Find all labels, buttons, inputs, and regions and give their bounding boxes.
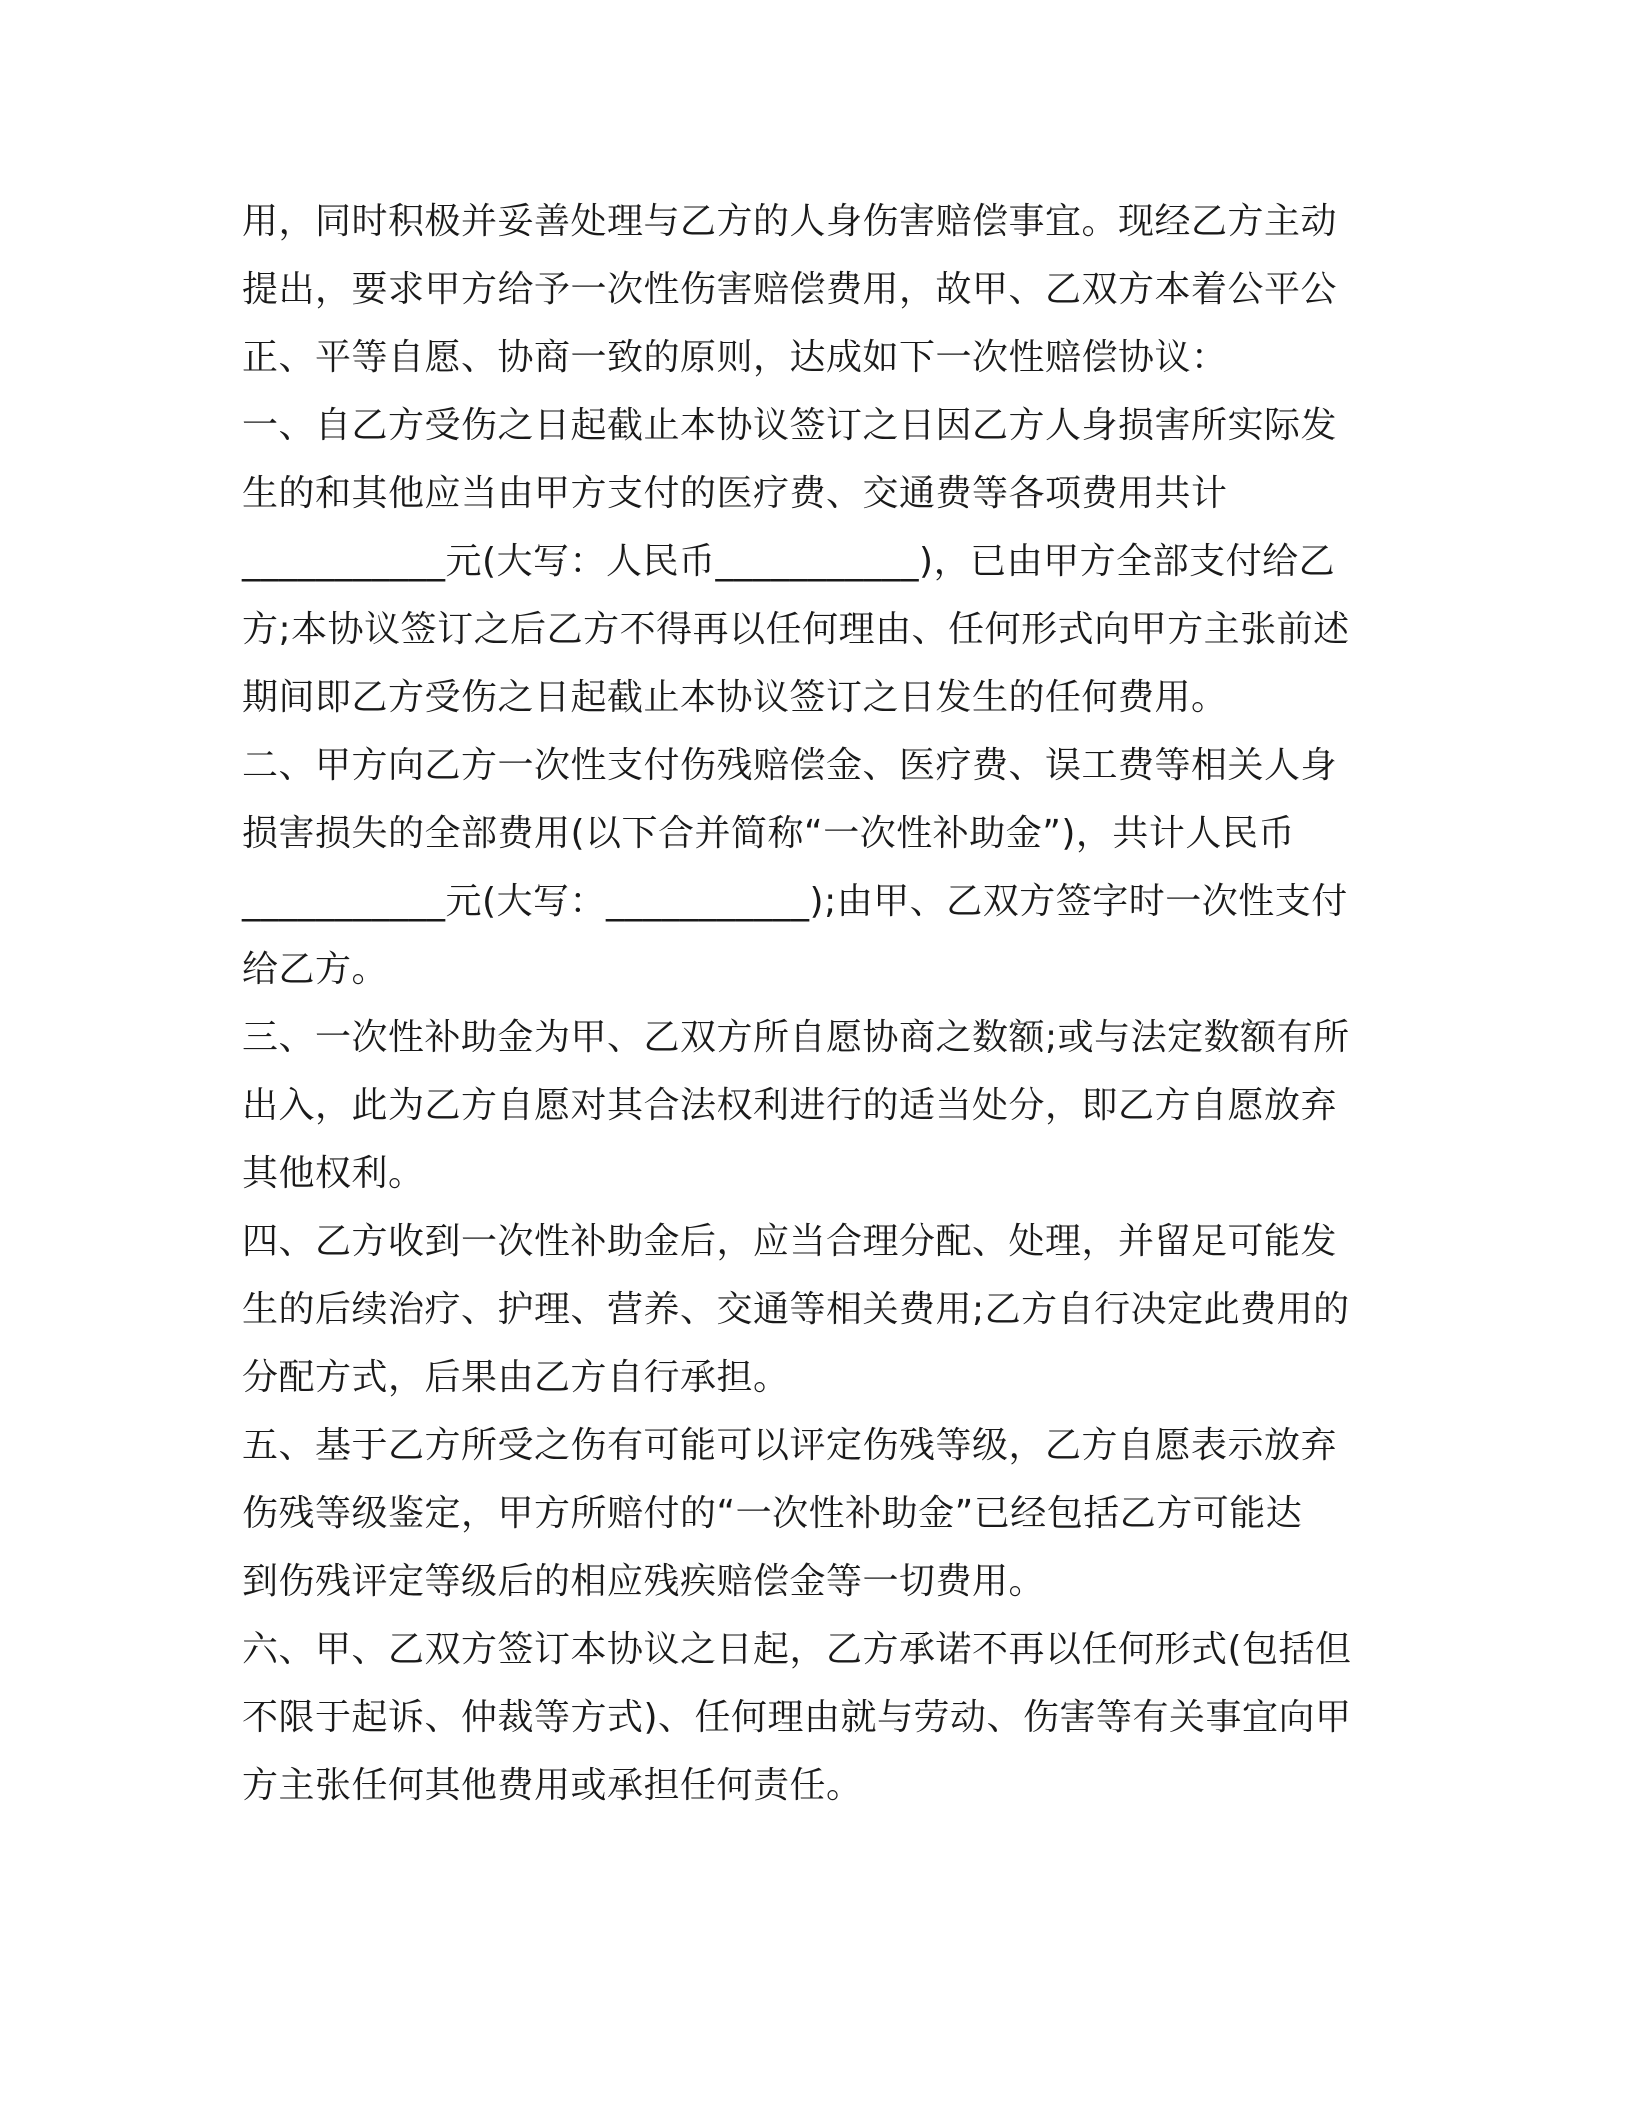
clause-2-line: ___________元(大写：___________);由甲、乙双方签字时一次性支付	[242, 881, 1348, 922]
clause-1-line: ___________元(大写：人民币___________)，已由甲方全部支付给乙	[242, 541, 1336, 582]
agreement-body	[242, 188, 1402, 1820]
clause-4-line: 生的后续治疗、护理、营养、交通等相关费用;乙方自行决定此费用的	[242, 1289, 1350, 1330]
clause-6-line: 不限于起诉、仲裁等方式)、任何理由就与劳动、伤害等有关事宜向甲	[242, 1697, 1352, 1738]
clause-5-line: 伤残等级鉴定，甲方所赔付的“一次性补助金”已经包括乙方可能达	[242, 1493, 1303, 1534]
clause-3-line: 三、一次性补助金为甲、乙双方所自愿协商之数额;或与法定数额有所	[242, 1017, 1350, 1058]
clause-1-line: 方;本协议签订之后乙方不得再以任何理由、任何形式向甲方主张前述	[242, 609, 1350, 650]
clause-2-line: 给乙方。	[242, 949, 389, 990]
clause-3-line: 其他权利。	[242, 1153, 425, 1194]
clause-1-line: 期间即乙方受伤之日起截止本协议签订之日发生的任何费用。	[242, 677, 1228, 718]
clause-6-line: 六、甲、乙双方签订本协议之日起，乙方承诺不再以任何形式(包括但	[242, 1629, 1352, 1670]
clause-4-line: 四、乙方收到一次性补助金后，应当合理分配、处理，并留足可能发	[242, 1221, 1338, 1262]
clause-4-line: 分配方式，后果由乙方自行承担。	[242, 1357, 790, 1398]
clause-2-line: 损害损失的全部费用(以下合并简称“一次性补助金”)，共计人民币	[242, 813, 1295, 854]
text-line: 用，同时积极并妥善处理与乙方的人身伤害赔偿事宜。现经乙方主动	[242, 201, 1338, 242]
clause-2-line: 二、甲方向乙方一次性支付伤残赔偿金、医疗费、误工费等相关人身	[242, 745, 1338, 786]
clause-5-line: 到伤残评定等级后的相应残疾赔偿金等一切费用。	[242, 1561, 1046, 1602]
text-line: 正、平等自愿、协商一致的原则，达成如下一次性赔偿协议：	[242, 337, 1228, 378]
clause-1-line: 生的和其他应当由甲方支付的医疗费、交通费等各项费用共计	[242, 473, 1228, 514]
clause-6-line: 方主张任何其他费用或承担任何责任。	[242, 1765, 863, 1806]
clause-3-line: 出入，此为乙方自愿对其合法权利进行的适当处分，即乙方自愿放弃	[242, 1085, 1338, 1126]
clause-5-line: 五、基于乙方所受之伤有可能可以评定伤残等级，乙方自愿表示放弃	[242, 1425, 1338, 1466]
text-line: 提出，要求甲方给予一次性伤害赔偿费用，故甲、乙双方本着公平公	[242, 269, 1338, 310]
clause-1-line: 一、自乙方受伤之日起截止本协议签订之日因乙方人身损害所实际发	[242, 405, 1338, 446]
